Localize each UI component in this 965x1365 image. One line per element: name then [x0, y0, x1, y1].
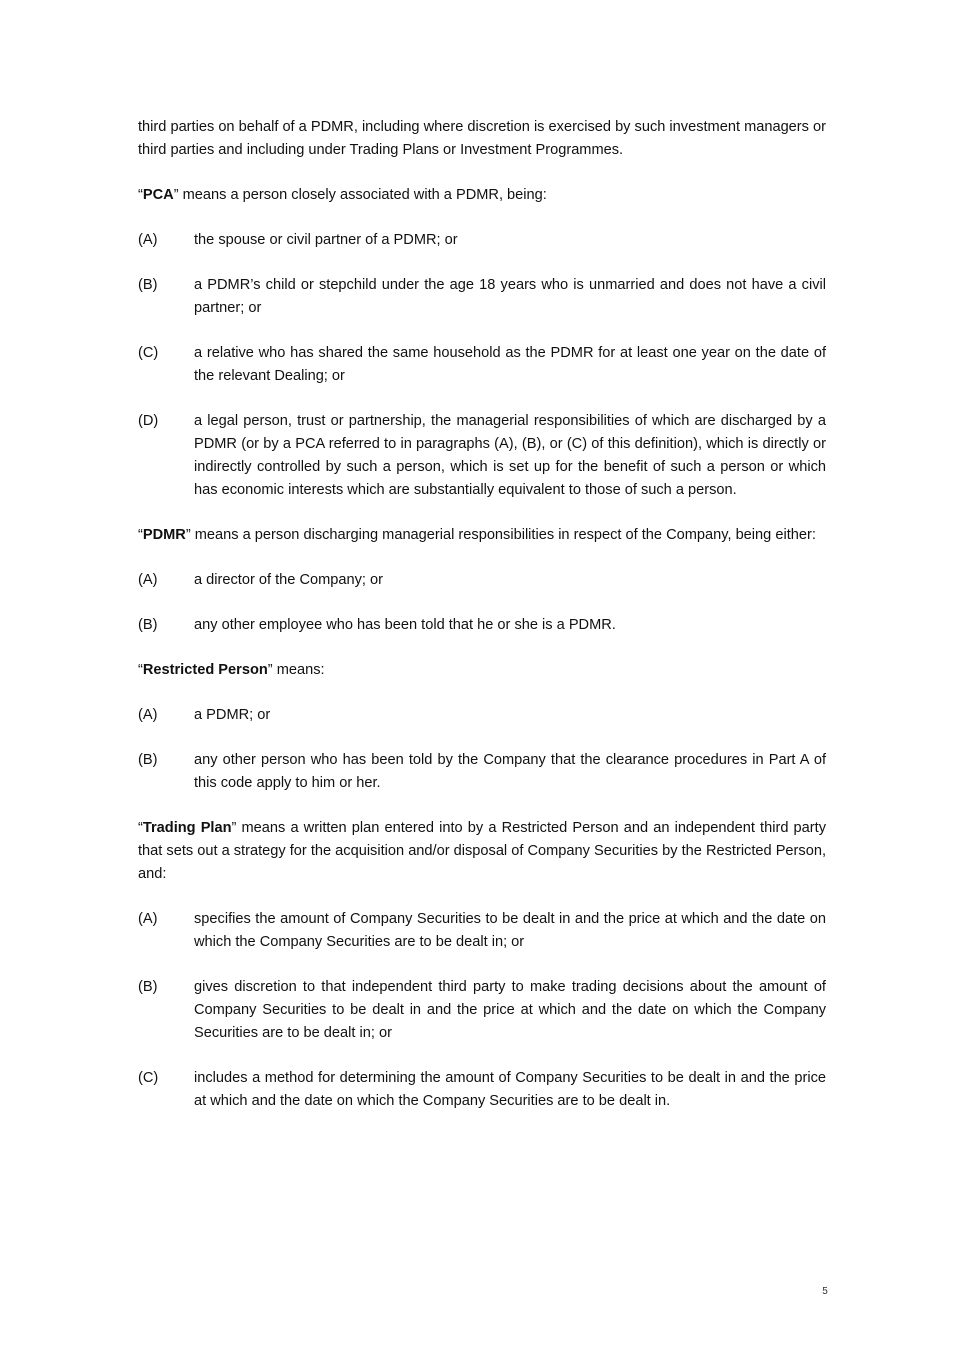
item-label: (D) — [138, 413, 159, 429]
definition-pca — [138, 184, 826, 207]
list-item — [138, 569, 826, 592]
list-item — [138, 342, 826, 388]
list-item — [138, 410, 826, 502]
item-text: the spouse or civil partner of a PDMR; or — [194, 232, 458, 248]
list-item — [138, 908, 826, 954]
list-item — [138, 274, 826, 320]
item-text: any other person who has been told by the Company that the clearance procedures in Part A of this code apply to him or her. — [194, 752, 826, 791]
open-quote: “ — [138, 527, 143, 543]
definition-text: ” means a person closely associated with a PDMR, being: — [173, 187, 547, 203]
list-item — [138, 1067, 826, 1113]
item-label: (A) — [138, 707, 158, 723]
list-item — [138, 704, 826, 727]
defined-term-restricted-person: Restricted Person — [142, 662, 268, 678]
page-number: 5 — [822, 1286, 828, 1297]
definition-text: ” means a written plan entered into by a Restricted Person and an independent third party that sets out a strategy for the acquisition and/or disposal of Company Securities by the Restricted Person, and: — [138, 820, 827, 882]
definition-trading-plan — [138, 817, 826, 886]
definition-pdmr — [138, 524, 826, 547]
item-label: (A) — [138, 572, 158, 588]
list-item — [138, 229, 826, 252]
item-label: (B) — [138, 617, 158, 633]
item-label: (B) — [138, 277, 158, 293]
item-label: (A) — [138, 911, 158, 927]
item-text: any other employee who has been told that he or she is a PDMR. — [194, 617, 616, 633]
item-text: includes a method for determining the amount of Company Securities to be dealt in and the price at which and the date on which the Company Securities are to be dealt in. — [194, 1070, 826, 1109]
item-text: a director of the Company; or — [194, 572, 383, 588]
intro-paragraph: third parties on behalf of a PDMR, including where discretion is exercised by such investment managers or third parties and including under Trading Plans or Investment Programmes. — [138, 119, 826, 158]
definition-text: ” means: — [267, 662, 325, 678]
list-item — [138, 614, 826, 637]
open-quote: “ — [138, 662, 143, 678]
list-item — [138, 749, 826, 795]
document-page — [138, 116, 826, 1113]
item-text: gives discretion to that independent third party to make trading decisions about the amount of Company Securities to be dealt in and the price at which and the date on which the Company Securities are to be dealt in; or — [194, 979, 826, 1041]
item-text: specifies the amount of Company Securities to be dealt in and the price at which and the date on which the Company Securities are to be dealt in; or — [194, 911, 826, 950]
open-quote: “ — [138, 187, 143, 203]
definition-text: ” means a person discharging managerial responsibilities in respect of the Company, being either: — [185, 527, 816, 543]
list-item — [138, 976, 826, 1045]
item-text: a PDMR; or — [194, 707, 271, 723]
definition-restricted-person — [138, 659, 826, 682]
item-label: (A) — [138, 232, 158, 248]
item-text: a legal person, trust or partnership, the managerial responsibilities of which are discharged by a PDMR (or by a PCA referred to in paragraphs (A), (B), or (C) of this definition), which is directly or indirectly controlled by such a person, which is set up for the benefit of such a person or which has economic interests which are substantially equivalent to those of such a person. — [194, 413, 826, 498]
defined-term-pca: PCA — [142, 187, 174, 203]
defined-term-pdmr: PDMR — [142, 527, 186, 543]
item-label: (C) — [138, 1070, 159, 1086]
item-label: (B) — [138, 979, 158, 995]
item-text: a PDMR’s child or stepchild under the age 18 years who is unmarried and does not have a civil partner; or — [194, 277, 826, 316]
open-quote: “ — [138, 820, 143, 836]
defined-term-trading-plan: Trading Plan — [142, 820, 232, 836]
item-label: (B) — [138, 752, 158, 768]
item-label: (C) — [138, 345, 159, 361]
item-text: a relative who has shared the same household as the PDMR for at least one year on the date of the relevant Dealing; or — [194, 345, 826, 384]
